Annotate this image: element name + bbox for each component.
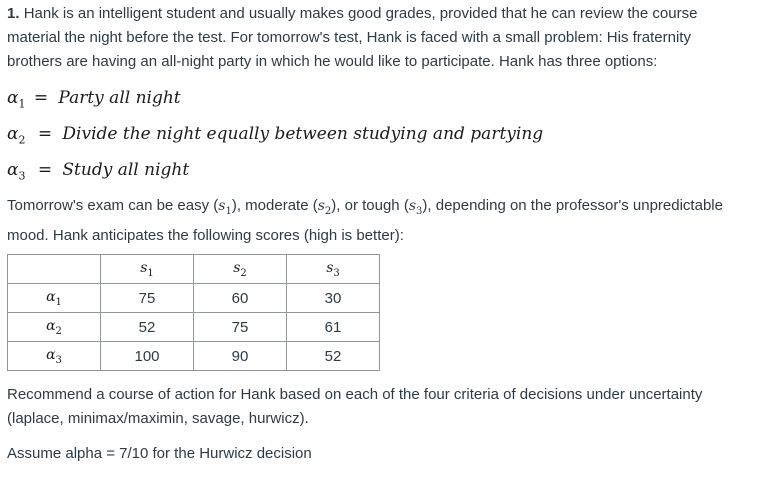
- table-cell: 30: [287, 284, 380, 313]
- table-cell: 75: [194, 313, 287, 342]
- option-1-text: Party all night: [58, 88, 181, 108]
- table-header-row: [8, 255, 380, 284]
- option-2-equals: =: [37, 124, 53, 144]
- table-cell: 90: [194, 342, 287, 371]
- table-row: [8, 284, 380, 313]
- intro-line-3: brothers are having an all-night party in which he would like to participate. Hank has three options:: [7, 53, 658, 70]
- problem-number: 1.: [7, 5, 20, 22]
- recommend-instructions: [7, 383, 702, 431]
- intro-line-1-text: Hank is an intelligent student and usually makes good grades, provided that he can review the course: [23, 5, 698, 22]
- column-header-s2: $s_2$: [194, 255, 287, 284]
- table-cell: 52: [287, 342, 380, 371]
- table-cell: 100: [101, 342, 194, 371]
- recommend-line-2: (laplace, minimax/maximin, savage, hurwicz).: [7, 410, 309, 427]
- row-header-a3: $\alpha_3$: [8, 342, 101, 371]
- problem-intro: [7, 2, 697, 74]
- alpha-note: Assume alpha = 7/10 for the Hurwicz decision: [7, 445, 312, 462]
- row-header-a2: $\alpha_2$: [8, 313, 101, 342]
- option-3-text: Study all night: [62, 160, 190, 180]
- table-corner-cell: [8, 255, 101, 284]
- row-header-a1: $\alpha_1$: [8, 284, 101, 313]
- state-s3: $s_3$: [408, 198, 423, 217]
- recommend-line-1: Recommend a course of action for Hank based on each of the four criteria of decisions under uncertainty: [7, 386, 703, 403]
- intro-line-2: material the night before the test. For tomorrow's test, Hank is faced with a small problem: His fraternity: [7, 29, 691, 46]
- score-table: [7, 254, 380, 371]
- option-2-symbol: $\alpha_2$: [7, 124, 26, 147]
- table-row: [8, 313, 380, 342]
- option-1-equals: =: [33, 88, 49, 108]
- table-cell: 60: [194, 284, 287, 313]
- intro-line-1: [7, 2, 697, 26]
- table-cell: 75: [101, 284, 194, 313]
- column-header-s3: $s_3$: [287, 255, 380, 284]
- option-2: [7, 122, 543, 146]
- exam-description: [7, 194, 723, 248]
- exam-line-2: mood. Hank anticipates the following scores (high is better):: [7, 226, 404, 244]
- exam-line-1: Tomorrow's exam can be easy $(s_1)$, moderate $(s_2)$, or tough $(s_3)$, depending on the professor's unpredictable: [7, 197, 723, 217]
- option-1: [7, 86, 181, 110]
- column-header-s1: $s_1$: [101, 255, 194, 284]
- option-1-symbol: $\alpha_1$: [7, 88, 26, 111]
- state-s1: $s_1$: [218, 198, 232, 217]
- state-s2: $s_2$: [317, 198, 332, 217]
- table-cell: 52: [101, 313, 194, 342]
- table-row: [8, 342, 380, 371]
- option-2-text: Divide the night equally between studying and partying: [62, 124, 544, 144]
- option-3-symbol: $\alpha_3$: [7, 160, 26, 183]
- table-cell: 61: [287, 313, 380, 342]
- option-3: [7, 158, 189, 182]
- option-3-equals: =: [37, 160, 53, 180]
